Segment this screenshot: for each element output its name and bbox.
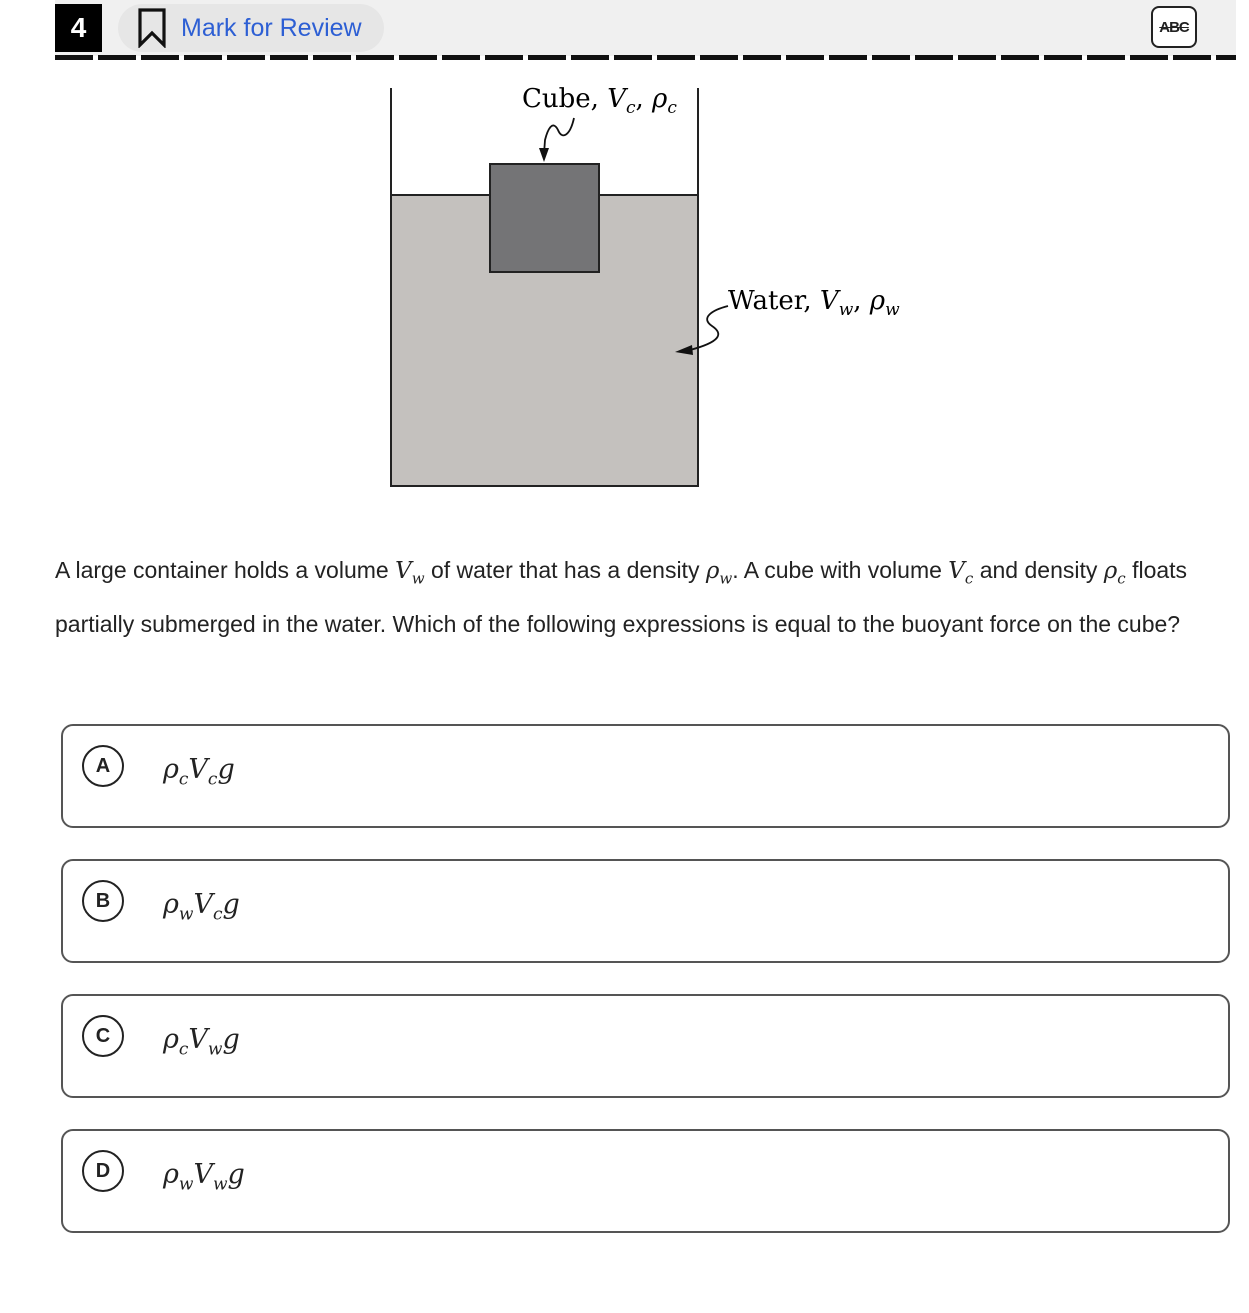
mark-for-review-label: Mark for Review [181,13,362,42]
question-stem: A large container holds a volume $V_w$ of water that has a density $\rho_w$. A cube with volume $V_c$ and density $\rho_c$ floats partially submerged in the water. Which of the following expressions is equal to the buoyant force on the cube? [55,557,1188,637]
answer-option-c[interactable] [61,994,1230,1098]
water-label: Water, $V_w$, $\rho_w$ [728,286,900,321]
answer-option-b[interactable] [61,859,1230,963]
option-letter-b: B [82,880,124,922]
option-expression-c: $\rho_cV_wg$ [163,1024,240,1060]
abc-strikethrough-icon: ABC [1159,18,1189,36]
answer-option-a[interactable] [61,724,1230,828]
option-letter-c: C [82,1015,124,1057]
question-number: 4 [55,4,102,52]
buoyancy-diagram [0,0,1249,540]
cube-arrowhead [539,148,549,162]
cube-label: Cube, $V_c$, $\rho_c$ [522,84,677,119]
answer-option-d[interactable] [61,1129,1230,1233]
cube [490,164,599,272]
option-expression-d: $\rho_wV_wg$ [163,1159,245,1195]
option-letter-d: D [82,1150,124,1192]
option-expression-a: $\rho_cV_cg$ [163,754,235,790]
option-expression-b: $\rho_wV_cg$ [163,889,240,925]
option-letter-a: A [82,745,124,787]
